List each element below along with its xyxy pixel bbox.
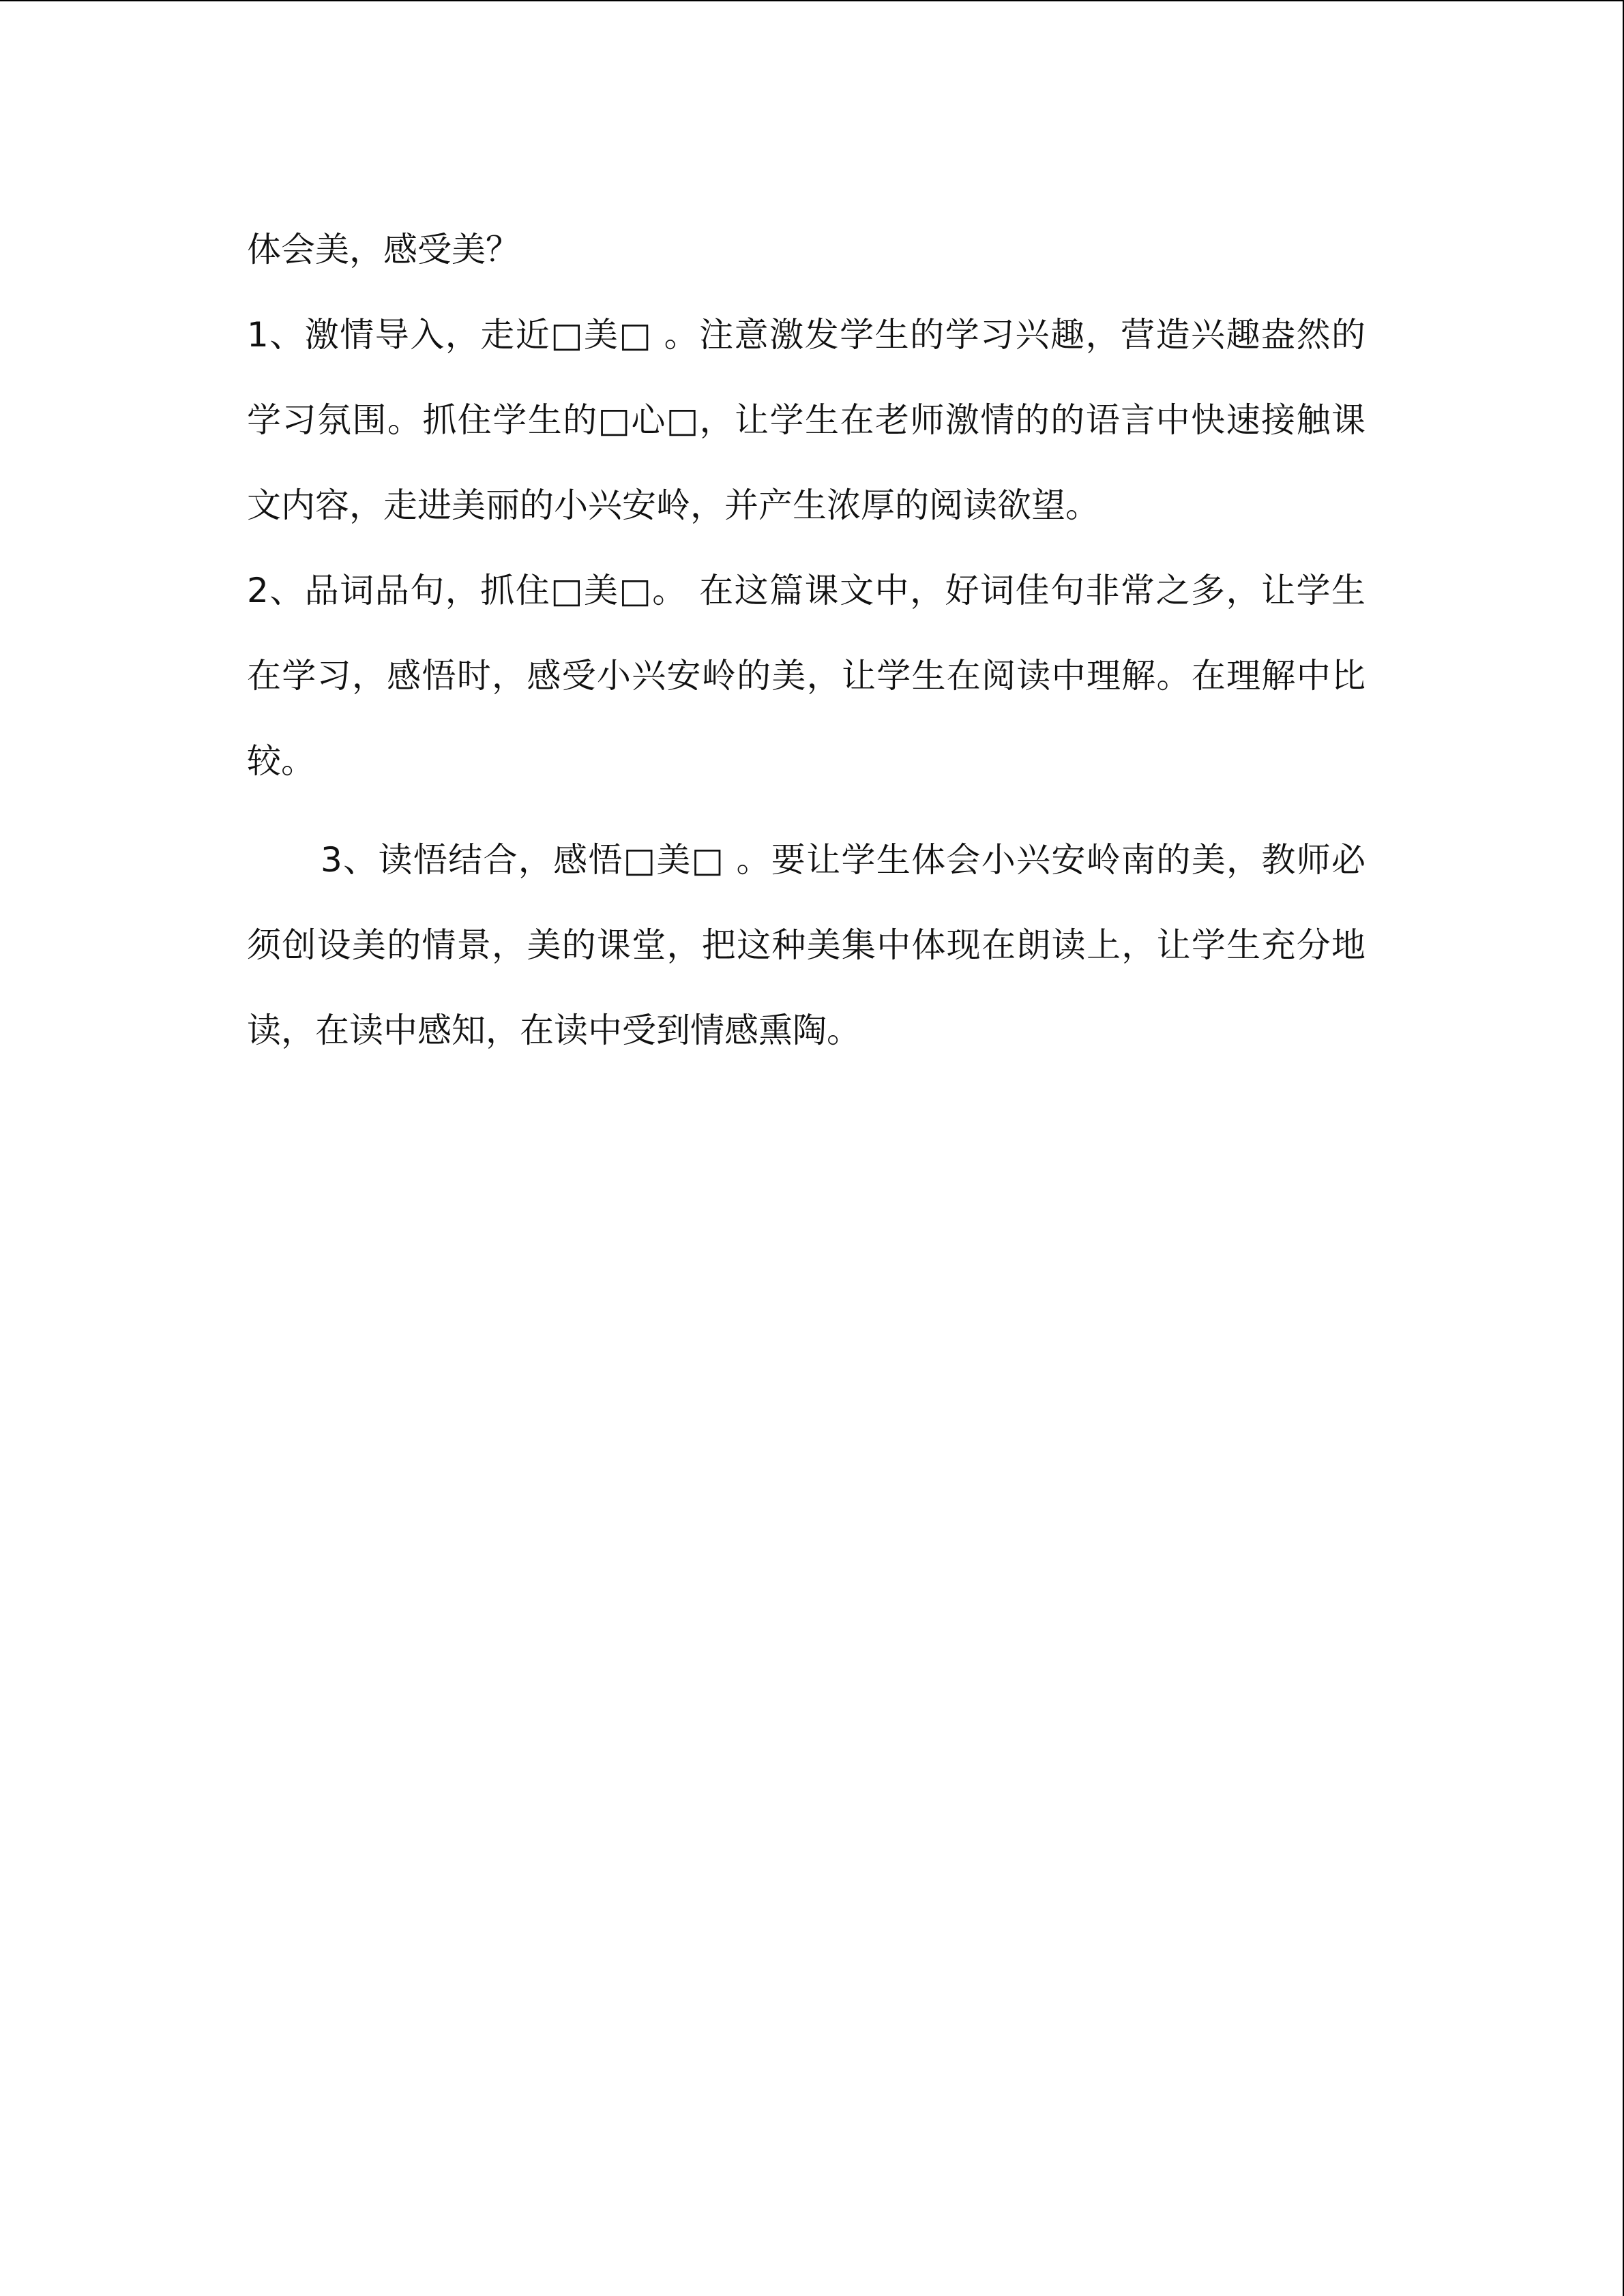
document-body xyxy=(247,207,1365,1073)
paragraph-intro: 体会美，感受美？ xyxy=(247,230,520,269)
paragraph-point-1: 1、激情导入，走近□美□ 。注意激发学生的学习兴趣，营造兴趣盎然的学习氛围。抓住学生的□心□，让学生在老师激情的的语言中快速接触课文内容，走进美丽的小兴安岭，并产生浓厚的阅读欲望。 xyxy=(247,315,1365,525)
paragraph-point-3: 3、读悟结合，感悟□美□ 。要让学生体会小兴安岭南的美，教师必须创设美的情景，美的课堂，把这种美集中体现在朗读上，让学生充分地读，在读中感知，在读中受到情感熏陶。 xyxy=(247,840,1365,1050)
paragraph-point-2: 2、品词品句，抓住□美□。 在这篇课文中，好词佳句非常之多，让学生在学习，感悟时，感受小兴安岭的美，让学生在阅读中理解。在理解中比较。 xyxy=(247,571,1365,781)
